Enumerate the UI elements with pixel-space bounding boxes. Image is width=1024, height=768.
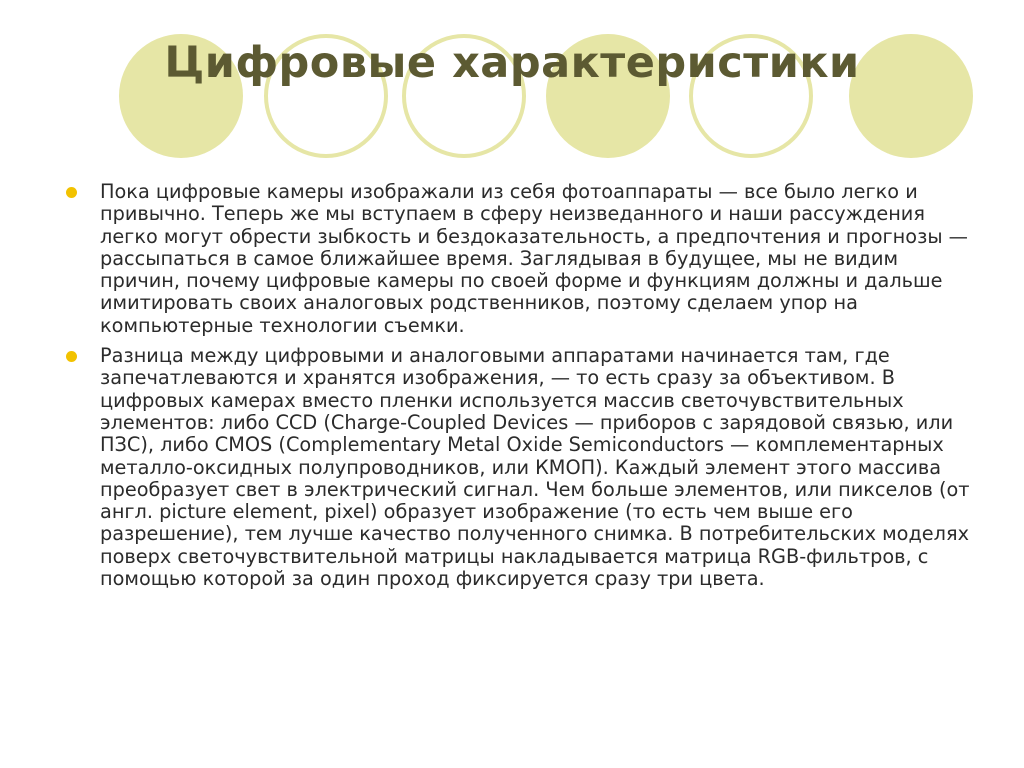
slide-title: Цифровые характеристики (164, 38, 860, 88)
bullet-dot-icon (66, 187, 77, 198)
bullet-dot-icon (66, 351, 77, 362)
bullet-text: Разница между цифровыми и аналоговыми аппаратами начинается там, где запечатлеваются и хранятся изображения, — то есть сразу за объективом. В цифровых камерах вместо пленки используется массив светочувствительных элементов: либо CCD (Charge-Coupled Devices — приборов с зарядовой связью, или ПЗС), либо CMOS (Complementary Metal Oxide Semiconductors — комплементарных металло-оксидных полупроводников, или КМОП). Каждый элемент этого массива преобразует свет в электрический сигнал. Чем больше элементов, или пикселов (от англ. picture element, pixel) образует изображение (то есть чем выше его разрешение), тем лучше качество полученного снимка. В потребительских моделях поверх светочувствительной матрицы накладывается матрица RGB-фильтров, с помощью которой за один проход фиксируется сразу три цвета. (100, 344, 970, 591)
bullet-text: Пока цифровые камеры изображали из себя фотоаппараты — все было легко и привычно. Теперь же мы вступаем в сферу неизведанного и наши рассуждения легко могут обрести зыбкость и бездоказательность, а предпочтения и прогнозы — рассыпаться в самое ближайшее время. Заглядывая в будущее, мы не видим причин, почему цифровые камеры по своей форме и функциям должны и дальше имитировать своих аналоговых родственников, поэтому сделаем упор на компьютерные технологии съемки. (100, 180, 968, 337)
bullet-item (66, 345, 971, 590)
bullet-list (66, 181, 971, 598)
bullet-item (66, 181, 971, 337)
